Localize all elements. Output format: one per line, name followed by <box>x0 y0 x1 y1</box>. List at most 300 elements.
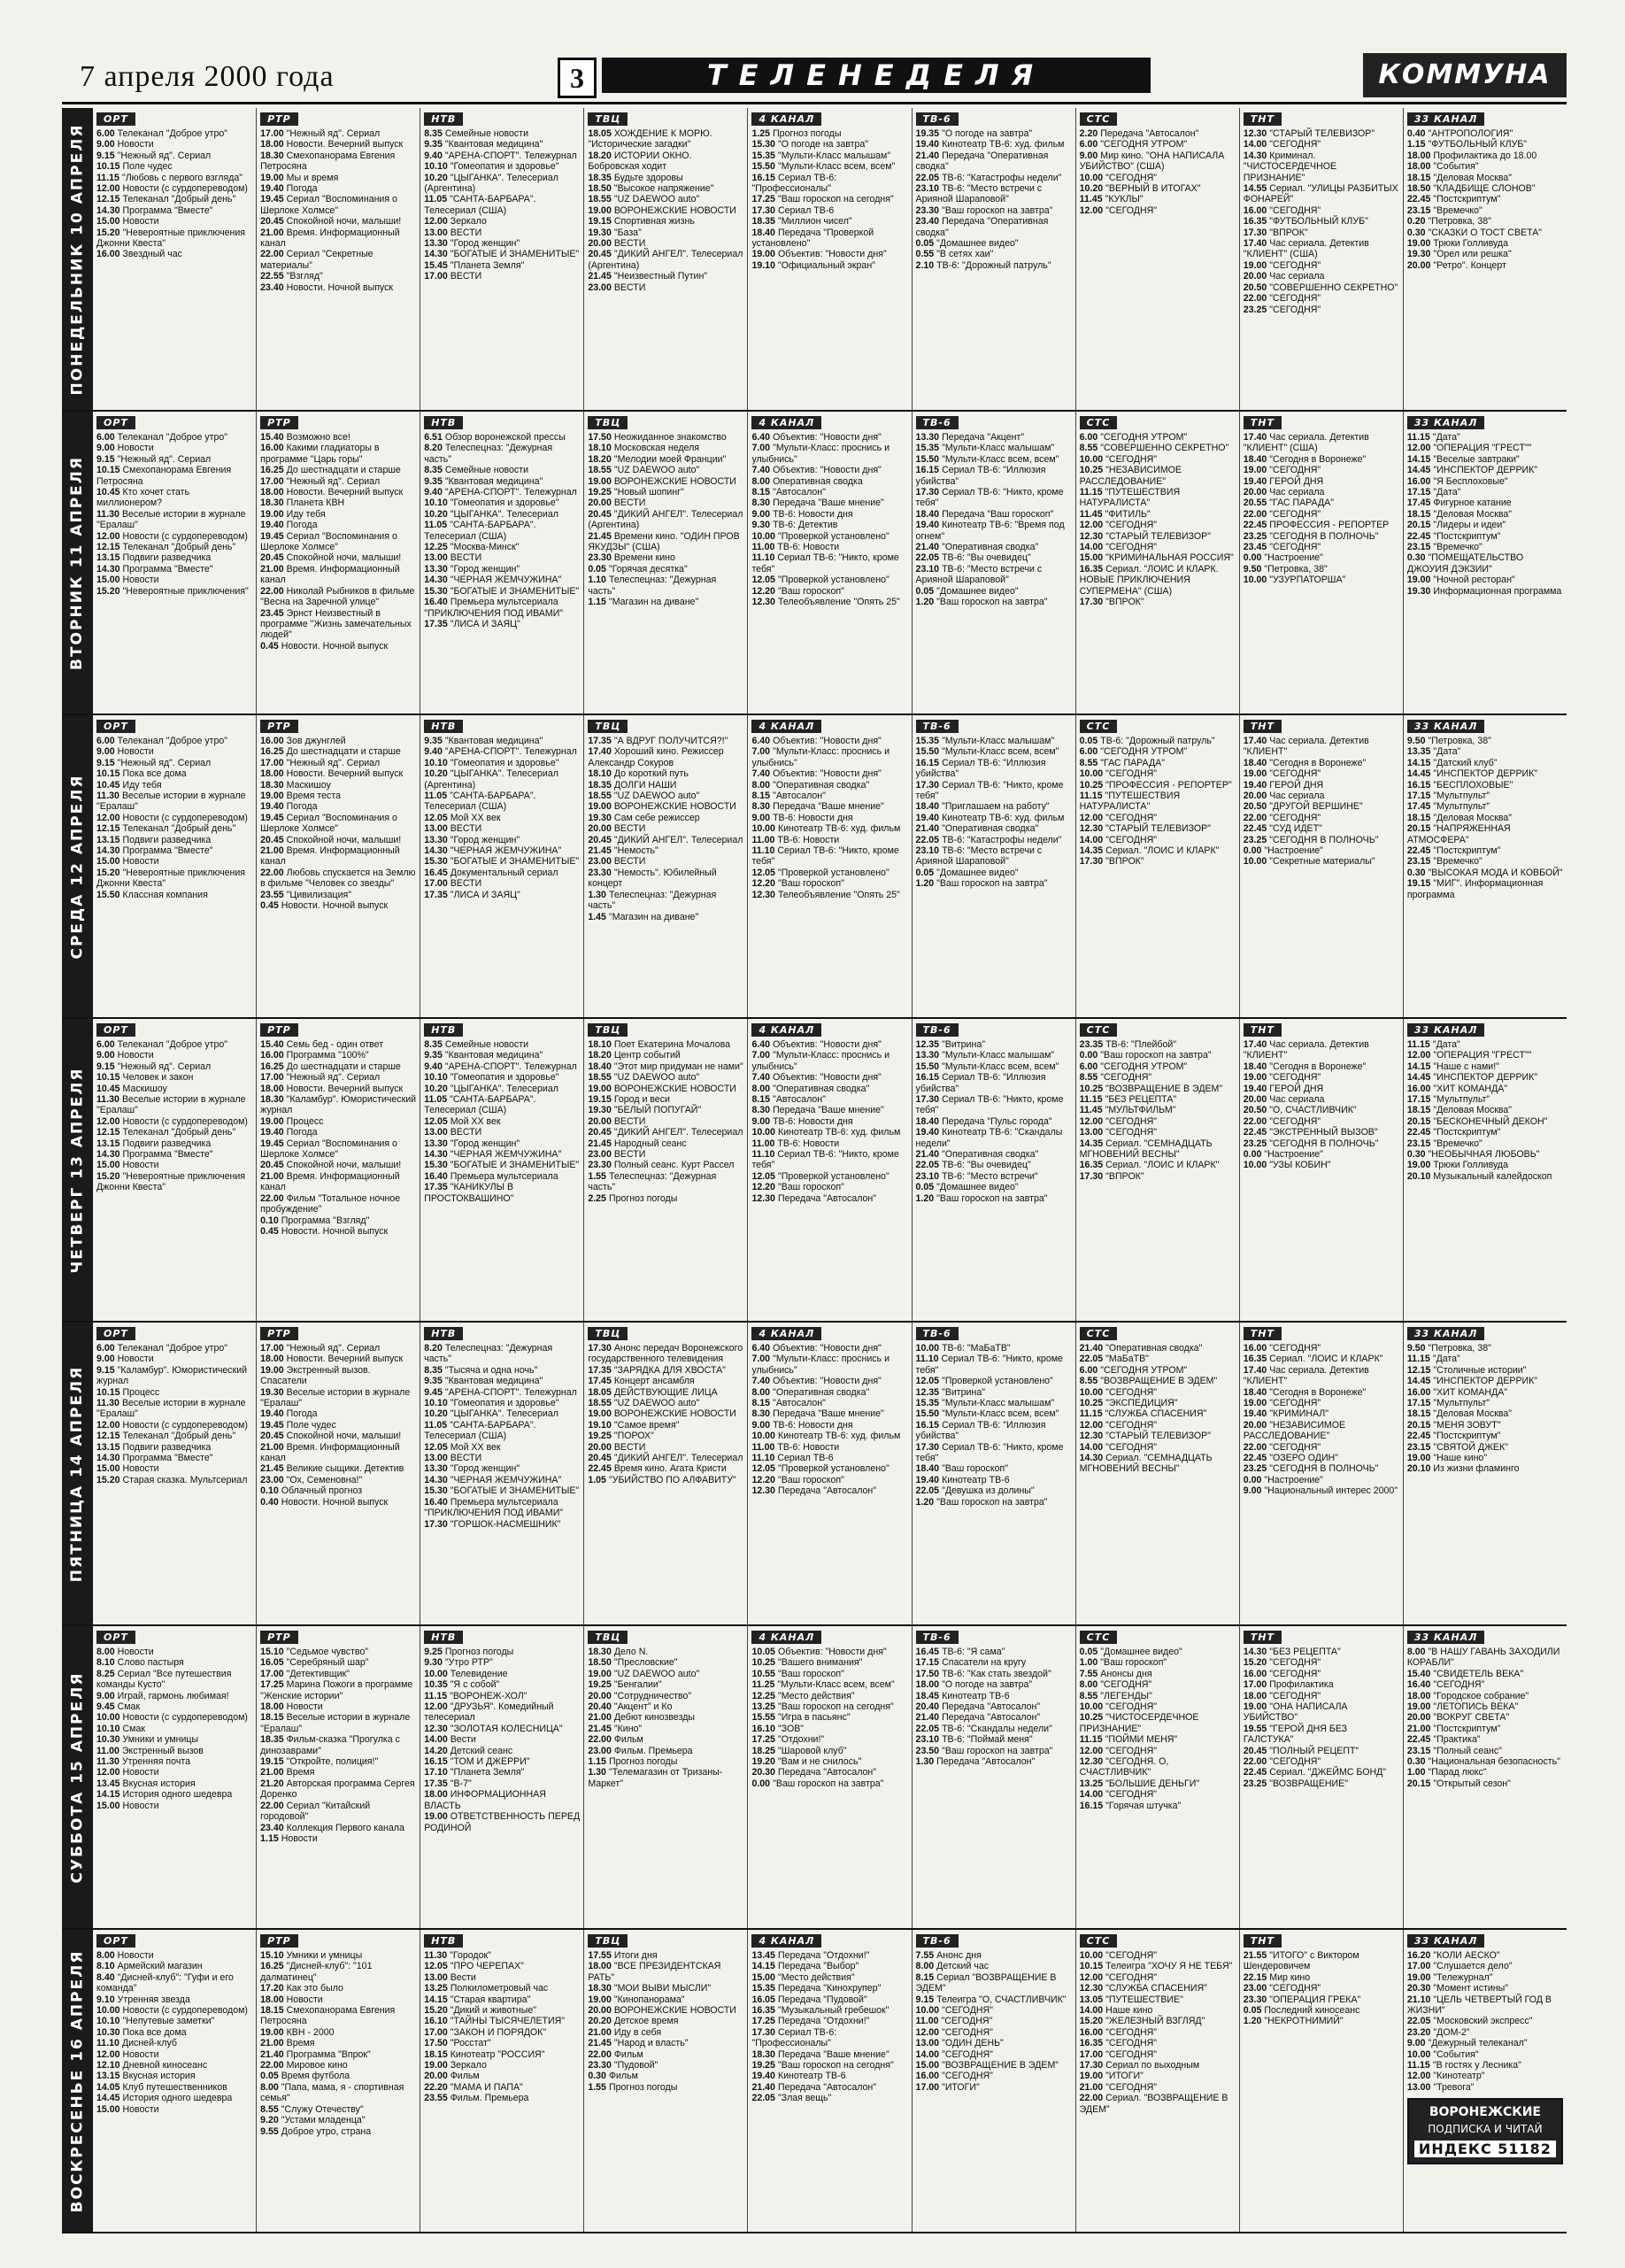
program-title: Мой XX век <box>450 812 501 823</box>
program-time: 18.55 <box>588 791 612 802</box>
program-title: ТВ-6: "Я сама" <box>942 1647 1005 1657</box>
program-entry <box>1080 2049 1236 2060</box>
program-time: 10.00 <box>1079 453 1104 465</box>
tv-schedule-grid <box>62 108 1567 2233</box>
program-entry <box>96 1767 252 1778</box>
program-title: Фильм "Тотальное ночное пробуждение" <box>260 1192 401 1215</box>
program-entry <box>916 823 1072 834</box>
program-title: ВЕСТИ <box>450 1127 482 1138</box>
program-time: 20.00 <box>1243 1419 1267 1431</box>
program-title: Телевидение <box>450 1668 508 1679</box>
program-time: 10.10 <box>424 161 448 173</box>
program-entry <box>424 1061 580 1072</box>
program-time: 0.40 <box>1406 128 1426 139</box>
program-entry <box>424 1149 580 1160</box>
program-time: 20.00 <box>1243 791 1267 802</box>
program-entry <box>1244 1463 1399 1474</box>
program-title: Московская неделя <box>613 443 700 454</box>
program-title: "КОЛИ АЕСКО" <box>1433 1950 1500 1961</box>
program-title: "ТАЙНЫ ТЫСЯЧЕЛЕТИЯ" <box>450 2016 566 2027</box>
program-time: 11.15 <box>1079 791 1103 802</box>
program-title: "Квантовая медицина" <box>444 475 543 487</box>
program-entry <box>260 1354 416 1364</box>
program-title: ВОРОНЕЖСКИЕ НОВОСТИ <box>613 1083 736 1094</box>
program-title: "А ВДРУГ ПОЛУЧИТСЯ?!" <box>613 736 728 746</box>
program-title: "Откройте, полиция!" <box>286 1756 379 1768</box>
program-time: 22.00 <box>1079 2093 1104 2104</box>
program-entry <box>96 1734 252 1745</box>
program-entry <box>424 856 580 867</box>
channel-name: 33 КАНАЛ <box>1407 1023 1485 1037</box>
program-entry <box>260 768 416 779</box>
program-time: 8.00 <box>751 779 771 791</box>
channel-name: 4 КАНАЛ <box>751 1934 821 1948</box>
program-entry <box>96 228 252 250</box>
program-entry <box>1244 1094 1399 1105</box>
program-title: "Витрина" <box>942 1386 985 1398</box>
program-entry <box>1080 1343 1236 1354</box>
program-title: "Приглашаем на работу" <box>942 801 1050 813</box>
program-time: 9.00 <box>751 508 771 520</box>
program-entry <box>588 1171 743 1193</box>
program-time: 12.05 <box>751 1170 775 1182</box>
program-title: Новости <box>122 1767 159 1778</box>
program-entry <box>96 249 252 259</box>
program-title: "Кинотеатр" <box>1433 2071 1485 2082</box>
program-title: "Гомеопатия и здоровье" <box>450 161 559 173</box>
program-entry <box>1244 465 1399 475</box>
program-entry <box>96 552 252 563</box>
program-title: "Квантовая медицина" <box>444 1376 543 1387</box>
program-time: 16.15 <box>424 1756 448 1768</box>
program-title: "НАПРЯЖЕННАЯ АТМОСФЕРА" <box>1406 823 1511 845</box>
program-time: 8.55 <box>1079 443 1098 454</box>
program-entry <box>1407 1431 1563 1441</box>
program-entry <box>588 205 743 216</box>
program-entry <box>751 487 907 498</box>
program-time: 17.30 <box>1079 1170 1104 1182</box>
program-time: 9.45 <box>96 1701 115 1713</box>
program-entry <box>1080 1453 1236 1475</box>
program-time: 16.35 <box>1243 216 1267 228</box>
channel-column <box>420 1930 584 2232</box>
program-title: "Настроение" <box>1264 1149 1323 1161</box>
program-entry <box>916 1657 1072 1668</box>
program-entry <box>424 1950 580 1961</box>
program-time: 12.35 <box>915 1039 940 1050</box>
program-time: 14.30 <box>1243 150 1267 161</box>
day-label <box>62 412 93 714</box>
program-entry <box>916 205 1072 216</box>
program-title: "Мульти-Класс всем, всем" <box>942 1061 1059 1072</box>
program-entry <box>424 1408 580 1419</box>
program-entry <box>96 1994 252 2005</box>
program-time: 19.55 <box>1243 1723 1267 1734</box>
program-time: 19.40 <box>260 183 284 195</box>
program-entry <box>96 768 252 779</box>
program-time: 17.35 <box>424 889 448 900</box>
program-time: 19.40 <box>915 812 940 823</box>
program-time: 16.20 <box>1406 1950 1431 1961</box>
program-time: 21.45 <box>588 271 612 282</box>
channel-name: ТВ-6 <box>916 720 959 733</box>
program-time: 23.30 <box>915 204 940 216</box>
program-title: "Оперативная сводка" <box>773 1386 870 1398</box>
program-title: "ГАС ПАРАДА" <box>1100 757 1165 768</box>
program-time: 18.40 <box>1243 1386 1267 1398</box>
program-title: "ЗАКОН И ПОРЯДОК" <box>450 2026 547 2038</box>
program-title: "ЗАРЯДКА ДЛЯ ХВОСТА" <box>613 1364 726 1376</box>
program-time: 19.45 <box>260 1138 284 1149</box>
program-time: 12.20 <box>751 585 775 597</box>
channel-column <box>1076 715 1240 1017</box>
program-title: ВЕСТИ <box>450 271 482 282</box>
program-entry <box>751 1387 907 1398</box>
program-time: 18.35 <box>751 216 775 228</box>
program-title: ТВ-6: Детектив <box>773 520 838 531</box>
program-entry <box>751 1442 907 1453</box>
program-entry <box>424 586 580 597</box>
program-entry <box>1407 1420 1563 1431</box>
program-title: Смак <box>122 1723 145 1734</box>
program-entry <box>1407 845 1563 856</box>
program-time: 12.00 <box>96 1115 120 1127</box>
program-time: 16.00 <box>1406 1386 1431 1398</box>
page-number: 3 <box>558 58 597 98</box>
channel-name: СТС <box>1080 1327 1118 1340</box>
program-time: 10.45 <box>96 779 120 791</box>
program-entry <box>260 1343 416 1354</box>
program-title: "БЕЛЫЙ ПОПУГАЙ" <box>613 1105 702 1116</box>
program-entry <box>1407 1408 1563 1419</box>
program-title: "Открытый сезон" <box>1433 1778 1511 1789</box>
program-time: 19.40 <box>915 1127 940 1138</box>
program-entry <box>1080 1701 1236 1712</box>
program-entry <box>260 1756 416 1767</box>
program-title: "Ваш гороскоп на сегодня" <box>777 2060 894 2071</box>
program-time: 9.35 <box>424 1050 443 1061</box>
program-title: Новости. Вечерний выпуск <box>286 487 404 498</box>
program-title: "ДРУЗЬЯ". Комедийный телесериал <box>424 1701 554 1724</box>
program-entry <box>1407 768 1563 779</box>
program-title: Спортивная жизнь <box>613 216 695 228</box>
program-title: Кинотеатр ТВ-6: худ. фильм <box>777 1431 901 1442</box>
program-title: "Невероятные приключения Джонни Квеста" <box>96 227 245 250</box>
program-entry <box>751 531 907 542</box>
program-entry <box>260 813 416 835</box>
program-time: 15.20 <box>96 227 120 238</box>
channel-name: ТНТ <box>1244 1631 1282 1644</box>
program-time: 12.05 <box>751 1463 775 1475</box>
program-title: "ЛЕГЕНДЫ" <box>1100 1690 1152 1701</box>
program-entry <box>1407 531 1563 542</box>
program-title: Новости. Ночной выпуск <box>281 900 389 912</box>
channel-column <box>93 715 257 1017</box>
program-entry <box>1080 564 1236 597</box>
program-entry <box>916 813 1072 823</box>
program-time: 12.30 <box>1079 1756 1104 1768</box>
program-entry <box>260 552 416 563</box>
program-entry <box>588 1983 743 1994</box>
program-time: 11.15 <box>1406 432 1430 443</box>
program-title: Новости <box>117 139 154 150</box>
program-entry <box>1080 1431 1236 1441</box>
program-time: 11.00 <box>751 542 775 553</box>
program-time: 20.30 <box>751 1767 775 1778</box>
program-entry <box>96 1961 252 1971</box>
program-title: Время. Информационный канал <box>260 1441 400 1464</box>
program-time: 17.30 <box>915 1441 940 1453</box>
program-time: 14.15 <box>96 1789 120 1801</box>
program-time: 16.35 <box>1243 1354 1267 1365</box>
program-entry <box>260 1039 416 1050</box>
program-time: 20.00 <box>588 1115 612 1127</box>
program-title: Новости (с сурдопереводом) <box>122 1712 248 1724</box>
program-title: "ВПРОК" <box>1105 856 1144 868</box>
program-time: 19.00 <box>1243 259 1267 271</box>
program-entry <box>1407 2027 1563 2038</box>
program-time: 12.20 <box>751 1182 775 1193</box>
program-entry <box>260 1497 416 1508</box>
program-time: 19.00 <box>1243 1072 1267 1084</box>
program-title: "ЭКСТРЕННЫЙ ВЫЗОВ" <box>1269 1127 1378 1138</box>
program-time: 6.00 <box>96 736 115 746</box>
program-entry <box>1080 736 1236 746</box>
program-time: 19.40 <box>1243 1408 1267 1420</box>
channel-name: ТВЦ <box>588 112 628 126</box>
program-title: "Ваш гороскоп" <box>942 1463 1008 1475</box>
channel-name: РТР <box>260 1023 298 1037</box>
program-title: "СОВЕРШЕННО СЕКРЕТНО" <box>1269 282 1398 293</box>
program-time: 13.30 <box>424 1463 448 1475</box>
program-time: 17.00 <box>424 2026 448 2038</box>
program-title: "СЛУЖБА СПАСЕНИЯ" <box>1105 1408 1207 1420</box>
program-time: 18.40 <box>915 508 940 520</box>
program-time: 18.30 <box>588 1647 612 1657</box>
program-entry <box>424 890 580 900</box>
program-entry <box>1244 2005 1399 2016</box>
program-title: "СЕГОДНЯ" <box>942 2026 993 2038</box>
program-time: 12.00 <box>1079 520 1104 531</box>
program-time: 8.35 <box>424 1364 443 1376</box>
program-title: ТВ-6: "Скандалы недели" <box>942 1723 1052 1734</box>
program-title: "Проверкой установлено" <box>777 867 890 878</box>
program-time: 11.05 <box>424 1419 448 1431</box>
program-title: Новости <box>122 1463 159 1475</box>
program-title: "Любовь с первого взгляда" <box>121 172 243 183</box>
program-entry <box>916 845 1072 868</box>
program-entry <box>1407 1994 1563 2017</box>
program-entry <box>916 780 1072 802</box>
program-title: Передача "Автосалон" <box>777 1192 877 1204</box>
program-entry <box>1407 856 1563 867</box>
program-entry <box>424 1453 580 1463</box>
program-entry <box>588 1679 743 1690</box>
program-title: "СЕГОДНЯ" <box>1105 1419 1158 1431</box>
program-title: Веселые истории в журнале "Ералаш" <box>260 1386 411 1409</box>
program-entry <box>1244 1994 1399 2005</box>
program-title: Спокойной ночи, малыши! <box>286 552 402 564</box>
program-title: "Оперативная сводка" <box>1105 1343 1203 1354</box>
program-title: Подвиги разведчика <box>122 834 212 845</box>
program-title: "Времечко" <box>1433 542 1483 553</box>
program-entry <box>96 542 252 552</box>
program-title: "ПРО ЧЕРЕПАХ" <box>450 1961 524 1972</box>
program-entry <box>260 1801 416 1823</box>
program-time: 9.00 <box>1406 2038 1426 2049</box>
program-entry <box>96 2027 252 2038</box>
channel-name: СТС <box>1080 720 1118 733</box>
program-time: 21.40 <box>915 542 940 553</box>
program-title: "Высокое напряжение" <box>613 183 714 195</box>
program-time: 9.35 <box>424 1376 443 1387</box>
program-time: 22.45 <box>1406 1127 1431 1138</box>
program-title: Сериал ТВ-6: "Никто, кроме тебя" <box>751 1149 899 1171</box>
program-title: "ЛЕТОПИСЬ ВЕКА" <box>1433 1701 1519 1713</box>
program-entry <box>424 564 580 575</box>
program-title: ТВ-6: "Вы очевидец" <box>942 552 1031 564</box>
program-title: Погода <box>286 1127 318 1138</box>
program-title: "ДИКИЙ АНГЕЛ". Телесериал (Аргентина) <box>588 249 743 271</box>
program-title: "СЕГОДНЯ" <box>1105 812 1158 823</box>
program-title: "СЕГОДНЯ" <box>1105 1950 1158 1961</box>
program-time: 19.40 <box>260 1408 284 1420</box>
program-time: 14.30 <box>424 1149 448 1161</box>
program-entry <box>424 432 580 443</box>
program-time: 18.00 <box>1406 161 1431 173</box>
program-title: Прогноз погоды <box>608 2081 678 2093</box>
program-entry <box>1080 1801 1236 1811</box>
program-time: 23.45 <box>1243 542 1267 553</box>
program-title: ТВ-6: Новости дня <box>773 1115 853 1127</box>
program-title: Сериал "ВОЗВРАЩЕНИЕ В ЭДЕМ" <box>915 1971 1057 1994</box>
program-entry <box>1080 509 1236 520</box>
program-time: 11.00 <box>96 1745 119 1756</box>
program-entry <box>1080 845 1236 856</box>
program-title: "Девушка из долины" <box>942 1485 1035 1497</box>
program-time: 22.05 <box>915 1485 940 1497</box>
page-header <box>62 53 1567 104</box>
program-entry <box>96 1039 252 1050</box>
program-entry <box>1407 498 1563 508</box>
program-time: 9.15 <box>96 150 115 161</box>
program-entry <box>1407 823 1563 845</box>
program-entry <box>751 1767 907 1778</box>
program-title: "СЕГОДНЯ" <box>1269 1668 1321 1679</box>
program-title: "UZ DAEWOO auto" <box>613 194 700 205</box>
program-entry <box>1080 183 1236 194</box>
program-entry <box>260 128 416 139</box>
program-title: Маскишоу <box>122 1083 167 1094</box>
program-entry <box>260 1442 416 1464</box>
program-entry <box>751 2027 907 2049</box>
program-entry <box>588 1398 743 1408</box>
channel-name: ТВЦ <box>588 1934 628 1948</box>
program-time: 6.00 <box>96 128 115 139</box>
day-label-text: ВОСКРЕСЕНЬЕ 16 АПРЕЛЯ <box>68 1949 86 2212</box>
program-title: "СЕГОДНЯ" <box>1100 1679 1152 1691</box>
program-title: "UZ DAEWOO auto" <box>613 1668 700 1679</box>
program-title: "БОЛЬШИЕ ДЕНЬГИ" <box>1105 1778 1200 1789</box>
program-time: 11.15 <box>1406 1039 1430 1050</box>
program-title: Новости <box>122 2048 159 2060</box>
program-entry <box>588 1442 743 1453</box>
program-title: "КУКЛЫ" <box>1105 194 1144 205</box>
channel-name: ТВ-6 <box>916 1934 959 1948</box>
program-entry <box>424 823 580 834</box>
program-entry <box>588 1669 743 1679</box>
program-title: Кинотеатр ТВ-6: худ. фильм <box>942 139 1065 150</box>
program-entry <box>260 641 416 652</box>
program-time: 8.30 <box>751 1408 771 1420</box>
program-entry <box>96 890 252 900</box>
program-title: "ВЫСОКАЯ МОДА И КОВБОЙ" <box>1428 867 1563 878</box>
program-time: 9.50 <box>1406 1343 1426 1354</box>
program-time: 10.10 <box>424 498 448 509</box>
program-title: Детский сеанс <box>450 1745 513 1756</box>
channel-column <box>93 1323 257 1624</box>
program-time: 22.00 <box>260 585 284 597</box>
program-entry <box>1407 173 1563 183</box>
program-time: 13.30 <box>424 563 448 575</box>
program-title: "Ох, Семеновна!" <box>286 1474 363 1485</box>
program-entry <box>1080 1138 1236 1161</box>
program-time: 15.35 <box>915 1398 940 1409</box>
ad-text: ПОДПИСКА И ЧИТАЙ <box>1428 2123 1543 2136</box>
program-entry <box>1080 780 1236 791</box>
program-title: "Город женщин" <box>450 238 520 250</box>
program-time: 1.00 <box>1079 1657 1098 1669</box>
program-title: "ИНСПЕКТОР ДЕРРИК" <box>1433 768 1538 780</box>
program-time: 8.30 <box>751 498 771 509</box>
program-time: 18.30 <box>260 1094 284 1106</box>
program-time: 17.00 <box>424 878 448 890</box>
program-entry <box>1080 139 1236 150</box>
program-time: 7.40 <box>751 1376 771 1387</box>
program-title: Объектив: "Новости дня" <box>773 465 882 476</box>
program-entry <box>1407 2038 1563 2048</box>
program-time: 12.30 <box>424 1723 448 1734</box>
program-entry <box>260 1160 416 1170</box>
program-title: "Миллион чисел" <box>777 216 852 228</box>
program-entry <box>916 1724 1072 1734</box>
program-time: 10.25 <box>1079 1398 1104 1409</box>
program-time: 12.25 <box>424 542 448 553</box>
program-title: "Сотрудничество" <box>613 1690 692 1701</box>
program-title: "Ваш гороскоп на завтра" <box>942 1745 1053 1756</box>
program-title: ИНФОРМАЦИОННАЯ ВЛАСТЬ <box>424 1789 546 1811</box>
channel-name: НТВ <box>424 416 463 429</box>
program-entry <box>260 1833 416 1844</box>
program-title: "Город женщин" <box>450 563 520 575</box>
program-time: 16.15 <box>915 1419 940 1431</box>
program-time: 0.05 <box>1079 736 1098 746</box>
program-title: Дневной киносеанс <box>122 2060 208 2071</box>
program-title: "БЕСКОНЕЧНЫЙ ДЕКОН" <box>1433 1115 1548 1127</box>
program-time: 15.35 <box>915 443 940 454</box>
program-time: 14.00 <box>1079 542 1104 553</box>
program-time: 10.00 <box>1079 1386 1104 1398</box>
program-time: 15.00 <box>96 1463 120 1475</box>
program-entry <box>751 1420 907 1431</box>
program-title: Передача "Автосалон" <box>777 1767 877 1778</box>
program-title: Эрнст Неизвестный в программе "Жизнь замечательных людей" <box>260 607 412 641</box>
program-time: 12.05 <box>424 1115 448 1127</box>
program-entry <box>260 1050 416 1061</box>
program-title: "Детективщик" <box>286 1668 350 1679</box>
program-time: 12.30 <box>1079 1983 1104 1994</box>
day-row <box>62 715 1567 1019</box>
